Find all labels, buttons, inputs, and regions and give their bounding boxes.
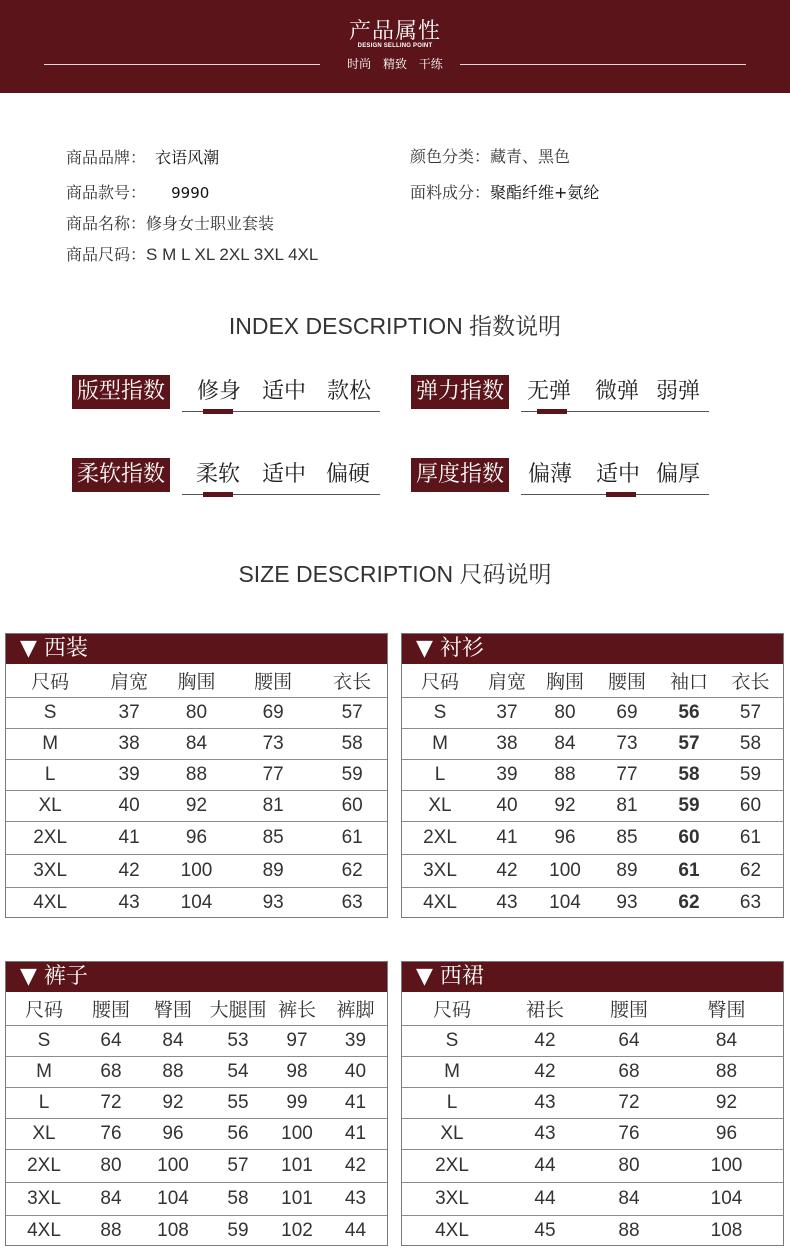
column-header: 肩宽	[487, 670, 526, 693]
page-subtitle: DESIGN SELLING POINT	[357, 43, 433, 49]
table-cell: 2XL	[6, 821, 94, 854]
table-cell: 108	[670, 1215, 783, 1246]
table-row	[6, 790, 387, 821]
table-cell: 60	[718, 790, 783, 821]
table-row	[402, 1056, 783, 1087]
table-row	[6, 1087, 387, 1118]
table-header-row	[402, 664, 783, 697]
table-cell: 44	[502, 1149, 588, 1182]
table-cell: 53	[206, 1025, 270, 1056]
index-selected-marker	[537, 409, 567, 414]
table-row	[402, 1182, 783, 1215]
table-cell: 3XL	[6, 1182, 82, 1215]
header-banner	[0, 0, 790, 93]
size-table-grid	[402, 992, 783, 1246]
size-table-shirt	[401, 633, 784, 918]
table-cell: 2XL	[6, 1149, 82, 1182]
table-cell: 69	[229, 697, 317, 728]
table-cell: 57	[718, 697, 783, 728]
table-cell: 72	[588, 1087, 670, 1118]
column-header: 衣长	[333, 670, 372, 693]
table-cell: 38	[94, 728, 164, 759]
table-cell: 84	[536, 728, 594, 759]
table-row	[6, 821, 387, 854]
table-cell: 104	[536, 887, 594, 918]
table-row	[402, 1215, 783, 1246]
table-title: ▼ 西装	[6, 634, 387, 664]
table-cell: 43	[502, 1087, 588, 1118]
table-cell: 104	[670, 1182, 783, 1215]
table-row	[402, 790, 783, 821]
table-cell: 77	[594, 759, 660, 790]
size-table-skirt	[401, 961, 784, 1246]
table-cell: 4XL	[402, 887, 478, 918]
table-cell: S	[402, 1025, 502, 1056]
index-label: 厚度指数	[411, 458, 509, 492]
table-cell: 77	[229, 759, 317, 790]
column-header: 裙长	[525, 998, 564, 1021]
brand-value: 衣语风潮	[155, 148, 220, 167]
table-cell: 41	[324, 1118, 387, 1149]
table-cell: 100	[164, 854, 229, 887]
table-row	[402, 1118, 783, 1149]
table-cell: 43	[478, 887, 536, 918]
index-option: 偏薄	[528, 462, 573, 487]
column-header: 腰围	[91, 998, 130, 1021]
column-header: 腰围	[609, 998, 648, 1021]
table-cell: 81	[594, 790, 660, 821]
column-header: 大腿围	[209, 998, 267, 1021]
table-cell: XL	[402, 1118, 502, 1149]
color-attribute	[410, 144, 570, 167]
table-cell: 63	[317, 887, 387, 918]
column-header: 尺码	[24, 998, 63, 1021]
index-option: 适中	[262, 462, 307, 487]
table-cell: 88	[670, 1056, 783, 1087]
table-cell: 81	[229, 790, 317, 821]
table-cell: 88	[536, 759, 594, 790]
table-cell: 61	[317, 821, 387, 854]
column-header: 胸围	[177, 670, 216, 693]
size-table-grid	[6, 992, 387, 1246]
table-cell: 101	[270, 1182, 324, 1215]
model-value: 9990	[171, 184, 210, 202]
table-title: ▼ 西裙	[402, 962, 783, 992]
table-cell: 73	[594, 728, 660, 759]
table-cell: 59	[718, 759, 783, 790]
table-cell: 80	[164, 697, 229, 728]
index-option: 无弹	[527, 379, 572, 404]
index-option: 偏硬	[326, 462, 371, 487]
table-cell: 92	[536, 790, 594, 821]
table-row	[402, 1025, 783, 1056]
table-cell: 56	[206, 1118, 270, 1149]
table-cell: 3XL	[6, 854, 94, 887]
table-row	[6, 1149, 387, 1182]
table-title: ▼ 裤子	[6, 962, 387, 992]
table-cell: S	[402, 697, 478, 728]
table-cell: 84	[82, 1182, 140, 1215]
table-cell: 100	[140, 1149, 206, 1182]
table-cell: M	[402, 728, 478, 759]
table-cell: 39	[94, 759, 164, 790]
table-cell: 64	[82, 1025, 140, 1056]
table-cell: 61	[660, 854, 718, 887]
table-cell: 58	[660, 759, 718, 790]
table-cell: 3XL	[402, 854, 478, 887]
table-cell: 96	[536, 821, 594, 854]
table-cell: 88	[588, 1215, 670, 1246]
name-label: 商品名称：	[66, 214, 147, 233]
table-cell: XL	[6, 790, 94, 821]
table-cell: 42	[324, 1149, 387, 1182]
table-header-row	[402, 992, 783, 1025]
table-cell: 56	[660, 697, 718, 728]
table-cell: 37	[94, 697, 164, 728]
table-cell: S	[6, 697, 94, 728]
table-cell: 40	[478, 790, 536, 821]
table-cell: 62	[317, 854, 387, 887]
table-cell: 42	[94, 854, 164, 887]
table-cell: 88	[164, 759, 229, 790]
table-row	[402, 821, 783, 854]
column-header: 臀围	[153, 998, 192, 1021]
size-table-pants	[5, 961, 388, 1246]
table-cell: 60	[660, 821, 718, 854]
column-header: 腰围	[607, 670, 646, 693]
index-option: 弱弹	[656, 379, 701, 404]
index-label: 柔软指数	[72, 458, 170, 492]
table-cell: 97	[270, 1025, 324, 1056]
table-cell: 102	[270, 1215, 324, 1246]
table-cell: 100	[536, 854, 594, 887]
model-label: 商品款号：	[66, 183, 147, 202]
table-cell: 59	[206, 1215, 270, 1246]
table-cell: 61	[718, 821, 783, 854]
table-row	[6, 887, 387, 918]
table-title: ▼ 衬衫	[402, 634, 783, 664]
table-cell: 80	[588, 1149, 670, 1182]
column-header: 肩宽	[110, 670, 149, 693]
table-cell: 58	[718, 728, 783, 759]
color-label: 颜色分类：	[410, 147, 491, 166]
fabric-value: 聚酯纤维+氨纶	[490, 183, 600, 202]
table-cell: L	[402, 1087, 502, 1118]
table-cell: L	[402, 759, 478, 790]
table-cell: XL	[6, 1118, 82, 1149]
size-table-grid	[402, 664, 783, 918]
table-cell: 96	[164, 821, 229, 854]
table-row	[402, 854, 783, 887]
table-cell: 55	[206, 1087, 270, 1118]
table-row	[6, 1025, 387, 1056]
index-label: 版型指数	[72, 375, 170, 409]
table-cell: 40	[94, 790, 164, 821]
table-cell: 37	[478, 697, 536, 728]
table-cell: 42	[502, 1056, 588, 1087]
table-cell: 41	[324, 1087, 387, 1118]
table-cell: 89	[229, 854, 317, 887]
column-header: 臀围	[707, 998, 746, 1021]
table-row	[6, 1118, 387, 1149]
color-value: 藏青、黑色	[490, 147, 571, 166]
table-cell: 57	[206, 1149, 270, 1182]
index-row-fit	[72, 375, 382, 417]
table-cell: 58	[317, 728, 387, 759]
table-cell: 58	[206, 1182, 270, 1215]
table-row	[6, 1215, 387, 1246]
table-cell: 44	[502, 1182, 588, 1215]
size-table-suit	[5, 633, 388, 918]
table-row	[6, 1056, 387, 1087]
table-row	[6, 759, 387, 790]
table-cell: 45	[502, 1215, 588, 1246]
table-cell: 88	[140, 1056, 206, 1087]
table-cell: 39	[478, 759, 536, 790]
table-row	[6, 728, 387, 759]
table-cell: 41	[94, 821, 164, 854]
column-header: 袖口	[669, 670, 708, 693]
table-row	[402, 1087, 783, 1118]
table-cell: 42	[478, 854, 536, 887]
table-cell: 108	[140, 1215, 206, 1246]
table-cell: 40	[324, 1056, 387, 1087]
table-cell: 43	[94, 887, 164, 918]
table-cell: 62	[718, 854, 783, 887]
table-cell: 93	[594, 887, 660, 918]
table-cell: 43	[324, 1182, 387, 1215]
name-attribute	[66, 211, 274, 234]
table-cell: 104	[164, 887, 229, 918]
name-value: 修身女士职业套装	[146, 214, 275, 233]
table-cell: 42	[502, 1025, 588, 1056]
table-row	[402, 697, 783, 728]
header-divider-right	[460, 64, 746, 65]
index-section-title: INDEX DESCRIPTION 指数说明	[228, 313, 562, 339]
column-header: 尺码	[31, 670, 70, 693]
size-section-title: SIZE DESCRIPTION 尺码说明	[238, 561, 552, 587]
index-option: 修身	[197, 379, 242, 404]
table-cell: 3XL	[402, 1182, 502, 1215]
table-cell: 64	[588, 1025, 670, 1056]
table-header-row	[6, 664, 387, 697]
table-cell: 104	[140, 1182, 206, 1215]
table-cell: 4XL	[402, 1215, 502, 1246]
table-cell: 80	[536, 697, 594, 728]
table-cell: 93	[229, 887, 317, 918]
column-header: 胸围	[545, 670, 584, 693]
size-table-grid	[6, 664, 387, 918]
table-cell: 57	[317, 697, 387, 728]
table-cell: 85	[229, 821, 317, 854]
table-cell: 38	[478, 728, 536, 759]
column-header: 尺码	[432, 998, 471, 1021]
table-cell: 60	[317, 790, 387, 821]
table-row	[402, 887, 783, 918]
table-header-row	[6, 992, 387, 1025]
table-row	[6, 1182, 387, 1215]
table-cell: 39	[324, 1025, 387, 1056]
table-cell: 43	[502, 1118, 588, 1149]
index-option: 柔软	[196, 462, 241, 487]
column-header: 裤长	[277, 998, 316, 1021]
table-cell: 96	[670, 1118, 783, 1149]
page-tagline: 时尚 精致 干练	[347, 57, 443, 71]
index-option: 适中	[262, 379, 307, 404]
table-row	[402, 1149, 783, 1182]
brand-label: 商品品牌：	[66, 148, 147, 167]
table-cell: 62	[660, 887, 718, 918]
table-cell: 2XL	[402, 1149, 502, 1182]
table-cell: 72	[82, 1087, 140, 1118]
table-cell: S	[6, 1025, 82, 1056]
table-row	[402, 759, 783, 790]
table-cell: 84	[140, 1025, 206, 1056]
table-cell: 59	[317, 759, 387, 790]
table-cell: 98	[270, 1056, 324, 1087]
table-cell: M	[6, 728, 94, 759]
column-header: 衣长	[731, 670, 770, 693]
table-cell: L	[6, 759, 94, 790]
page-title: 产品属性	[348, 19, 441, 44]
table-cell: 84	[588, 1182, 670, 1215]
table-cell: 92	[670, 1087, 783, 1118]
table-cell: 88	[82, 1215, 140, 1246]
table-cell: 69	[594, 697, 660, 728]
table-cell: 84	[164, 728, 229, 759]
index-selected-marker	[606, 492, 636, 497]
table-cell: 100	[270, 1118, 324, 1149]
table-cell: 44	[324, 1215, 387, 1246]
table-cell: 89	[594, 854, 660, 887]
table-cell: 54	[206, 1056, 270, 1087]
table-row	[6, 697, 387, 728]
size-value: S M L XL 2XL 3XL 4XL	[146, 245, 319, 264]
size-attribute	[66, 242, 318, 265]
table-cell: 41	[478, 821, 536, 854]
table-row	[402, 728, 783, 759]
index-selected-marker	[203, 409, 233, 414]
table-cell: L	[6, 1087, 82, 1118]
table-cell: 68	[82, 1056, 140, 1087]
table-cell: 63	[718, 887, 783, 918]
model-attribute	[66, 180, 209, 203]
index-row-softness	[72, 458, 382, 500]
table-cell: 4XL	[6, 1215, 82, 1246]
table-cell: 57	[660, 728, 718, 759]
table-cell: 92	[164, 790, 229, 821]
table-cell: 76	[588, 1118, 670, 1149]
table-row	[6, 854, 387, 887]
table-cell: 101	[270, 1149, 324, 1182]
table-cell: 85	[594, 821, 660, 854]
table-cell: M	[402, 1056, 502, 1087]
table-cell: M	[6, 1056, 82, 1087]
index-option: 款松	[327, 379, 372, 404]
table-cell: 4XL	[6, 887, 94, 918]
column-header: 尺码	[420, 670, 459, 693]
index-row-elasticity	[411, 375, 711, 417]
table-cell: 59	[660, 790, 718, 821]
fabric-attribute	[410, 180, 599, 203]
table-cell: 99	[270, 1087, 324, 1118]
column-header: 腰围	[254, 670, 293, 693]
table-cell: 68	[588, 1056, 670, 1087]
table-cell: 92	[140, 1087, 206, 1118]
brand-attribute	[66, 145, 219, 168]
table-cell: 2XL	[402, 821, 478, 854]
table-cell: 73	[229, 728, 317, 759]
index-option: 微弹	[595, 379, 640, 404]
column-header: 裤脚	[336, 998, 375, 1021]
fabric-label: 面料成分：	[410, 183, 491, 202]
size-label: 商品尺码：	[66, 245, 147, 264]
table-cell: 76	[82, 1118, 140, 1149]
table-cell: 96	[140, 1118, 206, 1149]
table-cell: 80	[82, 1149, 140, 1182]
index-row-thickness	[411, 458, 711, 500]
index-selected-marker	[203, 492, 233, 497]
index-option: 偏厚	[656, 462, 701, 487]
table-cell: XL	[402, 790, 478, 821]
table-cell: 100	[670, 1149, 783, 1182]
index-label: 弹力指数	[411, 375, 509, 409]
index-option: 适中	[596, 462, 641, 487]
table-cell: 84	[670, 1025, 783, 1056]
